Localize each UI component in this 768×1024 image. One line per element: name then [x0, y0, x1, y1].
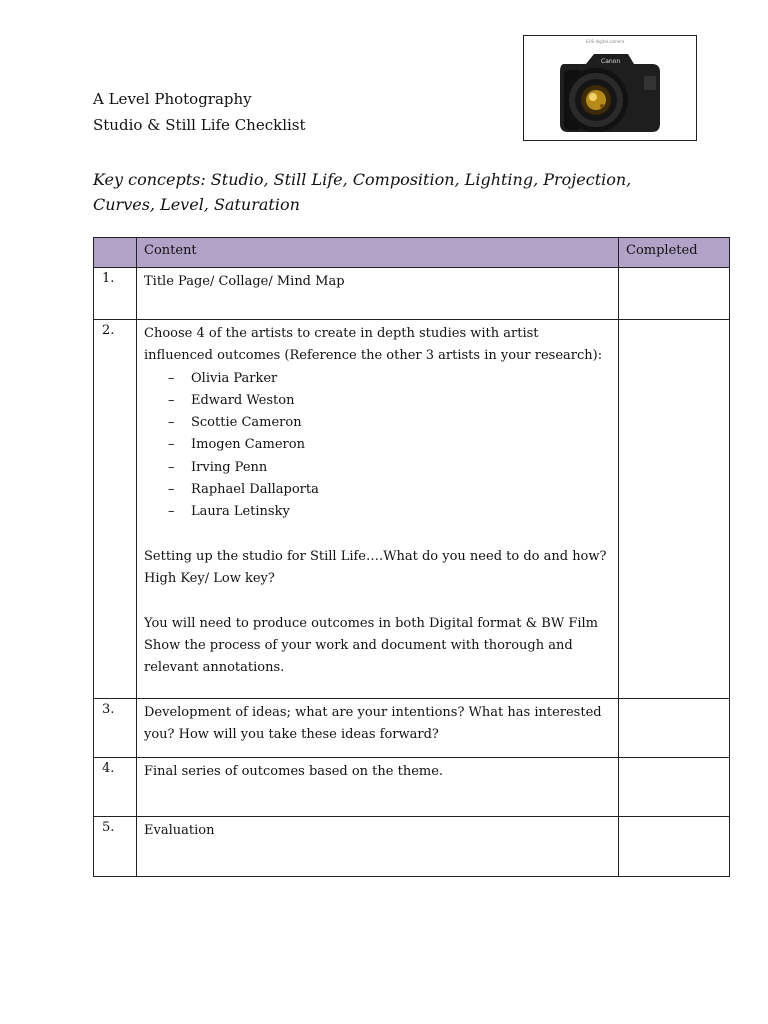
header-content: Content [137, 238, 619, 268]
row-content: Evaluation [137, 817, 619, 877]
list-item: – Edward Weston [168, 392, 295, 408]
completed-cell[interactable] [619, 699, 730, 758]
row-number: 1. [94, 268, 137, 320]
list-item: – Laura Letinsky [168, 504, 290, 520]
completed-cell[interactable] [619, 817, 730, 877]
checklist-table [93, 237, 730, 877]
row-content: Title Page/ Collage/ Mind Map [137, 268, 619, 320]
key-concepts: Key concepts: Studio, Still Life, Composition, Lighting, Projection, Curves, Level, Saturation [93, 170, 632, 214]
completed-cell[interactable] [619, 268, 730, 320]
svg-text:EOS digital camera: EOS digital camera [586, 39, 625, 44]
completed-cell[interactable] [619, 758, 730, 817]
table-header-row [94, 238, 730, 268]
table-row [94, 268, 730, 320]
table-row [94, 699, 730, 758]
row-number: 3. [94, 699, 137, 758]
camera-icon [524, 36, 696, 140]
row-number: 2. [94, 320, 137, 699]
row-number: 5. [94, 817, 137, 877]
artist-instructions: Choose 4 of the artists to create in depth studies with artist influenced outcomes (Reference the other 3 artists in your research): [144, 326, 603, 364]
list-item: – Raphael Dallaporta [168, 482, 319, 498]
table-row [94, 320, 730, 699]
header-number [94, 238, 137, 268]
list-item: – Imogen Cameron [168, 437, 305, 453]
header-completed: Completed [619, 238, 730, 268]
table-row [94, 758, 730, 817]
artist-list [144, 368, 611, 524]
row-number: 4. [94, 758, 137, 817]
row-content: Development of ideas; what are your intentions? What has interested you? How will you take these ideas forward? [137, 699, 619, 758]
process-text: Show the process of your work and document with thorough and relevant annotations. [144, 638, 573, 676]
page-subtitle: Studio & Still Life Checklist [93, 116, 306, 134]
row-content [137, 320, 619, 699]
list-item: – Olivia Parker [168, 370, 278, 386]
studio-setup-text: Setting up the studio for Still Life….What do you need to do and how? High Key/ Low key? [144, 548, 607, 587]
outcomes-text: You will need to produce outcomes in both Digital format & BW Film [144, 615, 598, 631]
completed-cell[interactable] [619, 320, 730, 699]
table-row [94, 817, 730, 877]
row-content: Final series of outcomes based on the theme. [137, 758, 619, 817]
page-title: A Level Photography [93, 90, 252, 108]
list-item: – Irving Penn [168, 459, 268, 475]
list-item: – Scottie Cameron [168, 415, 302, 431]
camera-brand: Canon [601, 58, 621, 65]
camera-photo [523, 35, 697, 141]
